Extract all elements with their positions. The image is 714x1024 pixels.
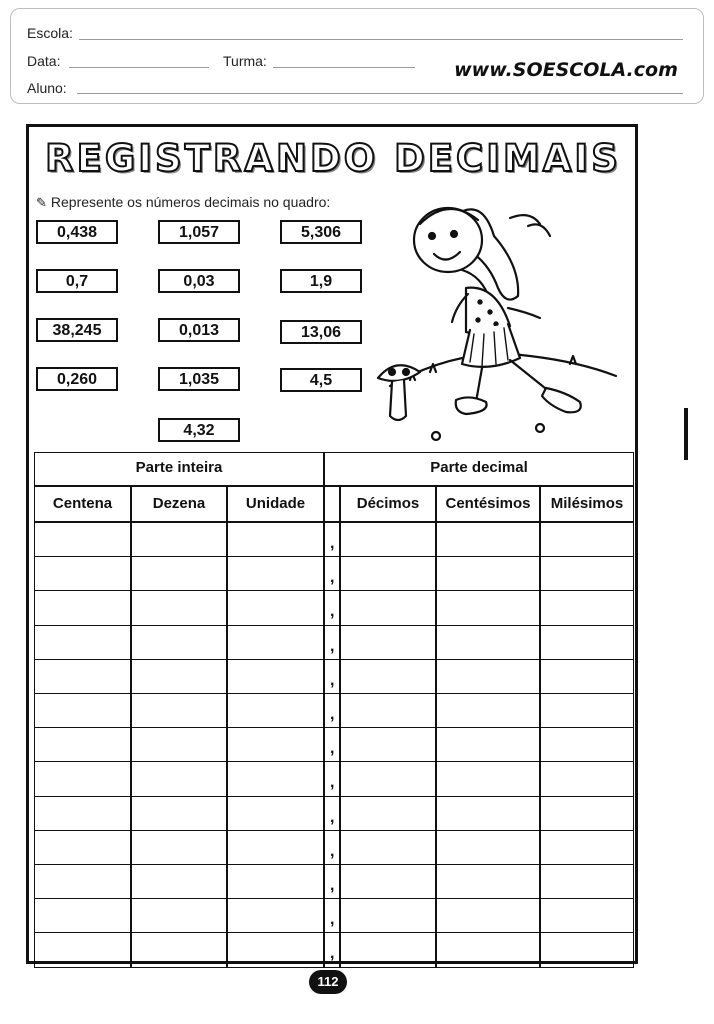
number-box: 0,03 (158, 269, 240, 293)
decimal-part-header: Parte decimal (324, 452, 634, 486)
page-number: 112 (309, 970, 347, 994)
table-cell[interactable] (227, 727, 324, 762)
table-cell[interactable] (436, 727, 540, 762)
table-cell[interactable] (340, 727, 436, 762)
table-cell[interactable] (131, 727, 227, 762)
table-cell[interactable] (540, 659, 634, 694)
table-cell[interactable] (131, 625, 227, 660)
date-label: Data: (27, 53, 61, 69)
table-cell[interactable] (436, 830, 540, 865)
table-cell[interactable] (436, 522, 540, 557)
table-cell[interactable] (227, 693, 324, 728)
table-cell[interactable] (540, 625, 634, 660)
separator-cell (324, 625, 340, 660)
separator-cell (324, 761, 340, 796)
date-field[interactable] (69, 67, 209, 68)
number-box: 1,057 (158, 220, 240, 244)
separator-cell (324, 864, 340, 899)
separator-cell (324, 898, 340, 933)
separator-cell (324, 830, 340, 865)
table-cell[interactable] (131, 898, 227, 933)
decimal-comma: , (330, 637, 335, 655)
table-cell[interactable] (34, 898, 131, 933)
table-cell[interactable] (540, 693, 634, 728)
separator-cell (324, 522, 340, 557)
table-cell[interactable] (436, 693, 540, 728)
number-box: 0,260 (36, 367, 118, 391)
decimal-comma: , (330, 569, 335, 587)
table-cell[interactable] (436, 898, 540, 933)
column-header-tens: Dezena (131, 486, 227, 522)
school-field[interactable] (79, 39, 683, 40)
table-cell[interactable] (340, 830, 436, 865)
table-cell[interactable] (227, 761, 324, 796)
number-box: 13,06 (280, 320, 362, 344)
column-header-thousandths: Milésimos (540, 486, 634, 522)
table-cell[interactable] (131, 556, 227, 591)
table-cell[interactable] (131, 590, 227, 625)
decimal-comma: , (330, 808, 335, 826)
decimal-comma: , (330, 945, 335, 963)
table-cell[interactable] (131, 522, 227, 557)
student-field[interactable] (77, 93, 683, 94)
decimal-comma: , (330, 877, 335, 894)
table-cell[interactable] (34, 932, 131, 967)
table-cell[interactable] (436, 625, 540, 660)
table-cell[interactable] (340, 693, 436, 728)
website-url: www.SOESCOLA.com (454, 59, 678, 81)
number-box: 4,5 (280, 368, 362, 392)
table-cell[interactable] (540, 590, 634, 625)
table-cell[interactable] (340, 898, 436, 933)
table-cell[interactable] (131, 830, 227, 865)
separator-cell (324, 693, 340, 728)
table-cell[interactable] (227, 864, 324, 899)
table-cell[interactable] (34, 659, 131, 694)
table-cell[interactable] (340, 522, 436, 557)
table-cell[interactable] (340, 932, 436, 967)
table-cell[interactable] (34, 727, 131, 762)
number-box: 1,9 (280, 269, 362, 293)
table-cell[interactable] (540, 932, 634, 967)
table-cell[interactable] (340, 590, 436, 625)
table-cell[interactable] (340, 761, 436, 796)
table-cell[interactable] (227, 625, 324, 660)
table-cell[interactable] (340, 796, 436, 831)
table-cell[interactable] (131, 761, 227, 796)
table-cell[interactable] (540, 796, 634, 831)
decimal-comma: , (330, 911, 335, 929)
table-cell[interactable] (540, 898, 634, 933)
table-cell[interactable] (227, 898, 324, 933)
student-label: Aluno: (27, 80, 67, 96)
table-cell[interactable] (34, 693, 131, 728)
decimal-comma: , (330, 740, 335, 758)
decimal-comma: , (330, 774, 335, 792)
table-cell[interactable] (436, 659, 540, 694)
table-cell[interactable] (540, 761, 634, 796)
table-cell[interactable] (131, 693, 227, 728)
table-cell[interactable] (540, 522, 634, 557)
table-cell[interactable] (540, 830, 634, 865)
table-cell[interactable] (436, 796, 540, 831)
girl-illustration (370, 196, 620, 446)
table-cell[interactable] (340, 659, 436, 694)
number-box: 4,32 (158, 418, 240, 442)
integer-part-header: Parte inteira (34, 452, 324, 486)
decimal-comma: , (330, 842, 335, 860)
table-cell[interactable] (540, 727, 634, 762)
table-cell[interactable] (34, 522, 131, 557)
table-cell[interactable] (34, 625, 131, 660)
class-label: Turma: (223, 53, 267, 69)
decimal-comma: , (330, 535, 335, 552)
column-header-units: Unidade (227, 486, 324, 522)
table-cell[interactable] (34, 590, 131, 625)
table-cell[interactable] (34, 556, 131, 591)
table-cell[interactable] (340, 625, 436, 660)
table-cell[interactable] (34, 864, 131, 899)
table-cell[interactable] (227, 932, 324, 967)
table-cell[interactable] (540, 556, 634, 591)
number-box: 0,438 (36, 220, 118, 244)
table-cell[interactable] (34, 796, 131, 831)
table-cell[interactable] (227, 590, 324, 625)
table-cell[interactable] (436, 761, 540, 796)
number-box: 38,245 (36, 318, 118, 342)
separator-cell (324, 590, 340, 625)
table-cell[interactable] (436, 556, 540, 591)
table-cell[interactable] (227, 830, 324, 865)
table-cell[interactable] (131, 864, 227, 899)
column-header-hundredths: Centésimos (436, 486, 540, 522)
separator-cell (324, 796, 340, 831)
decimal-comma: , (330, 706, 335, 723)
number-box: 1,035 (158, 367, 240, 391)
table-cell[interactable] (227, 522, 324, 557)
instruction-text: Represente os números decimais no quadro: (50, 194, 331, 210)
table-cell[interactable] (131, 659, 227, 694)
table-cell[interactable] (340, 556, 436, 591)
table-cell[interactable] (34, 830, 131, 865)
table-cell[interactable] (436, 590, 540, 625)
table-cell[interactable] (131, 932, 227, 967)
separator-cell (324, 659, 340, 694)
school-label: Escola: (27, 25, 73, 41)
table-cell[interactable] (540, 864, 634, 899)
table-cell[interactable] (34, 761, 131, 796)
table-cell[interactable] (227, 659, 324, 694)
table-cell[interactable] (131, 796, 227, 831)
separator-cell (324, 932, 340, 967)
table-cell[interactable] (436, 864, 540, 899)
number-box: 0,7 (36, 269, 118, 293)
class-field[interactable] (273, 67, 415, 68)
number-box: 0,013 (158, 318, 240, 342)
column-header-tenths: Décimos (340, 486, 436, 522)
table-cell[interactable] (340, 864, 436, 899)
number-box: 5,306 (280, 220, 362, 244)
column-header-hundreds: Centena (34, 486, 131, 522)
separator-column-header (324, 486, 340, 522)
separator-cell (324, 727, 340, 762)
decimal-comma: , (330, 603, 335, 621)
instruction (36, 194, 330, 211)
table-cell[interactable] (227, 556, 324, 591)
table-cell[interactable] (436, 932, 540, 967)
scan-mark (684, 408, 688, 460)
header-form (10, 8, 704, 104)
pencil-icon: ✎ (36, 195, 47, 210)
table-cell[interactable] (227, 796, 324, 831)
worksheet-title: REGISTRANDO DECIMAIS (45, 137, 621, 180)
separator-cell (324, 556, 340, 591)
decimal-comma: , (330, 671, 335, 689)
